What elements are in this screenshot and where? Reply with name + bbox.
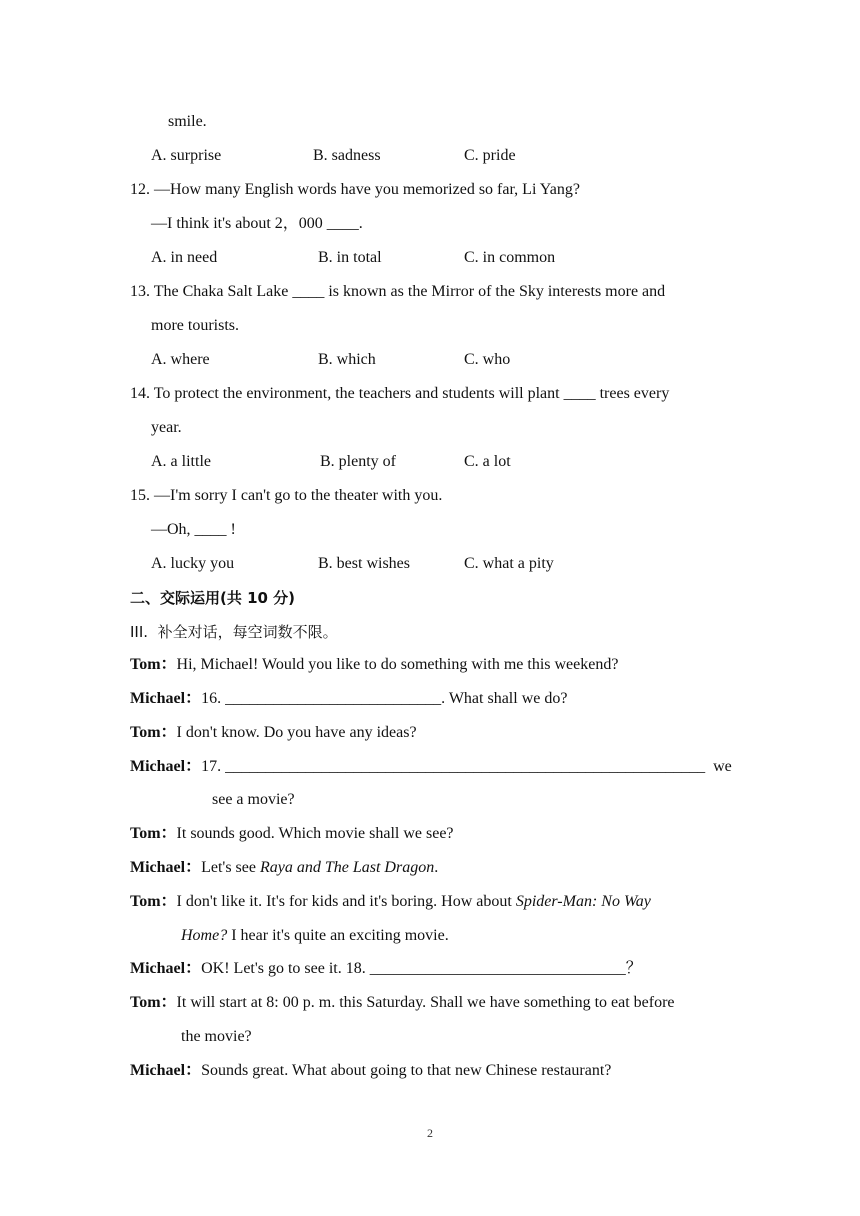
q13-option-c: C. who xyxy=(464,351,511,368)
q13-option-a: A. where xyxy=(151,351,210,368)
q11-option-b: B. sadness xyxy=(313,147,381,164)
q12-reply: —I think it's about 2，000 ____. xyxy=(151,215,363,232)
dialogue-text: Sounds great. What about going to that new Chinese restaurant? xyxy=(201,1062,612,1079)
q15-option-a: A. lucky you xyxy=(151,555,235,572)
dialogue-text: . xyxy=(434,859,439,876)
dialogue-text: It sounds good. Which movie shall we see? xyxy=(176,825,454,842)
blank-18: OK! Let's go to see it. 18. ________________________________？ xyxy=(201,960,642,977)
speaker-label: Tom： xyxy=(130,893,177,910)
q12-option-b: B. in total xyxy=(318,249,382,266)
section-title: 二、交际运用(共 10 分) xyxy=(130,589,296,607)
speaker-label: Michael： xyxy=(130,690,202,707)
q14-stem: 14. To protect the environment, the teachers and students will plant ____ trees every xyxy=(130,385,670,402)
q15-option-c: C. what a pity xyxy=(464,555,554,572)
dialogue-line-2 xyxy=(130,689,567,709)
speaker-label: Tom： xyxy=(130,825,177,842)
dialogue-text: Hi, Michael! Would you like to do something with me this weekend? xyxy=(176,656,619,673)
blank-17: 17. ____________________________________________________________ we xyxy=(201,758,732,775)
dialogue-line-3 xyxy=(130,723,417,743)
dialogue-text: I don't know. Do you have any ideas? xyxy=(176,724,417,741)
q15-reply: —Oh, ____ ! xyxy=(151,521,236,538)
speaker-label: Tom： xyxy=(130,994,177,1011)
movie-title: Spider-Man: No Way xyxy=(515,893,651,910)
movie-title: Raya and The Last Dragon xyxy=(259,859,435,876)
q15-option-b: B. best wishes xyxy=(318,555,410,572)
q12-option-c: C. in common xyxy=(464,249,556,266)
q15-stem: 15. —I'm sorry I can't go to the theater with you. xyxy=(130,487,443,504)
q11-option-c: C. pride xyxy=(464,147,516,164)
speaker-label: Michael： xyxy=(130,758,202,775)
q11-option-a: A. surprise xyxy=(151,147,222,164)
dialogue-line-6 xyxy=(130,858,438,878)
speaker-label: Michael： xyxy=(130,859,202,876)
q14-option-c: C. a lot xyxy=(464,453,511,470)
speaker-label: Michael： xyxy=(130,960,202,977)
q14-option-a: A. a little xyxy=(151,453,211,470)
dialogue-line-5 xyxy=(130,824,454,844)
dialogue-line-10 xyxy=(130,1061,611,1081)
section-instruction: III. 补全对话，每空词数不限。 xyxy=(130,623,338,641)
movie-title-continued: Home? xyxy=(181,927,228,944)
dialogue-line-9 xyxy=(130,993,675,1013)
dialogue-text: I hear it's quite an exciting movie. xyxy=(227,927,449,944)
dialogue-text: It will start at 8: 00 p. m. this Saturday. Shall we have something to eat before xyxy=(176,994,675,1011)
dialogue-line-9-continued: the movie? xyxy=(181,1028,252,1045)
speaker-label: Tom： xyxy=(130,724,177,741)
q12-stem: 12. —How many English words have you memorized so far, Li Yang? xyxy=(130,181,580,198)
dialogue-text: Let's see xyxy=(201,859,260,876)
dialogue-line-7-continued xyxy=(181,926,449,946)
dialogue-text: I don't like it. It's for kids and it's boring. How about xyxy=(176,893,516,910)
q14-stem-continued: year. xyxy=(151,419,182,436)
dialogue-line-4 xyxy=(130,757,732,777)
dialogue-line-4-continued: see a movie? xyxy=(212,791,295,808)
q12-option-a: A. in need xyxy=(151,249,218,266)
speaker-label: Michael： xyxy=(130,1062,202,1079)
blank-16: 16. ___________________________. What shall we do? xyxy=(201,690,568,707)
q13-stem-continued: more tourists. xyxy=(151,317,239,334)
q13-option-b: B. which xyxy=(318,351,376,368)
q14-option-b: B. plenty of xyxy=(320,453,396,470)
dialogue-line-7 xyxy=(130,892,651,912)
dialogue-line-1 xyxy=(130,655,618,675)
speaker-label: Tom： xyxy=(130,656,177,673)
page-number: 2 xyxy=(427,1126,433,1140)
q11-continuation: smile. xyxy=(168,113,207,130)
q13-stem: 13. The Chaka Salt Lake ____ is known as the Mirror of the Sky interests more and xyxy=(130,283,666,300)
dialogue-line-8 xyxy=(130,959,642,979)
